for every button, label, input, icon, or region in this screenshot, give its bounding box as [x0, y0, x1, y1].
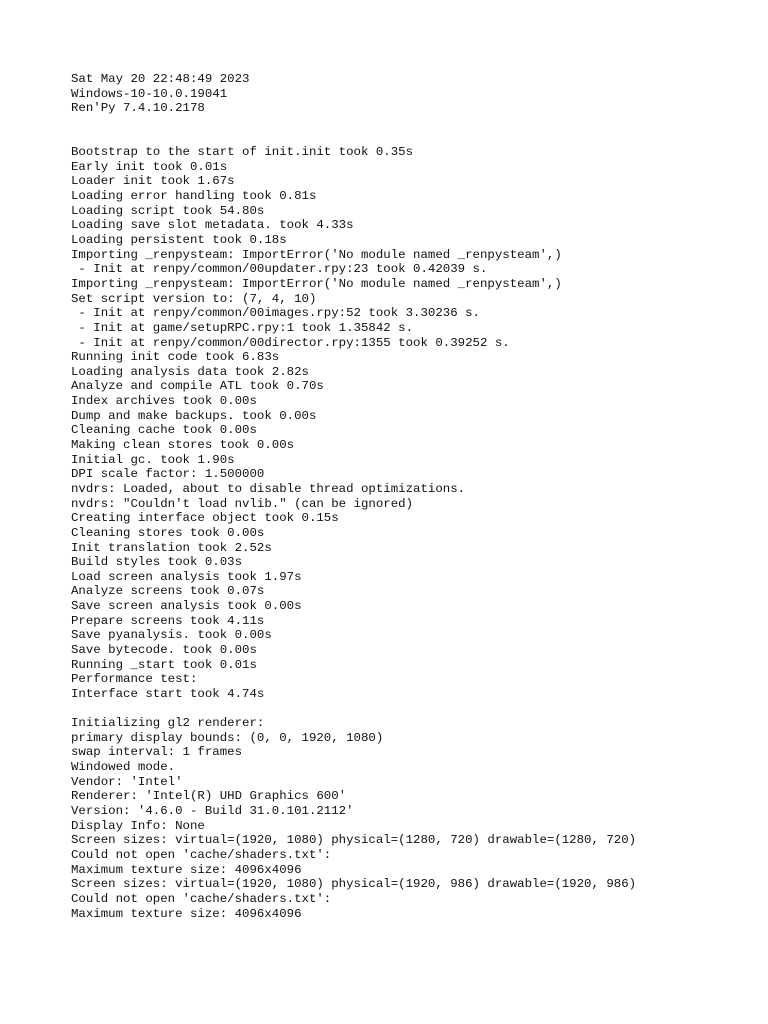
log-line: Set script version to: (7, 4, 10)	[71, 291, 317, 306]
log-line: Early init took 0.01s	[71, 159, 228, 174]
log-line: Index archives took 0.00s	[71, 394, 257, 409]
log-line: Save pyanalysis. took 0.00s	[71, 628, 272, 643]
log-line: Loading persistent took 0.18s	[71, 233, 287, 248]
log-line: Creating interface object took 0.15s	[71, 511, 339, 526]
log-line: Version: '4.6.0 - Build 31.0.101.2112'	[71, 804, 354, 819]
log-line: Analyze screens took 0.07s	[71, 584, 265, 599]
log-line: Loader init took 1.67s	[71, 174, 235, 189]
log-line: Initializing gl2 renderer:	[71, 716, 265, 731]
log-line: Dump and make backups. took 0.00s	[71, 408, 317, 423]
log-line: Analyze and compile ATL took 0.70s	[71, 379, 324, 394]
log-line: Interface start took 4.74s	[71, 686, 265, 701]
log-line	[71, 131, 751, 146]
log-line: Cleaning stores took 0.00s	[71, 525, 265, 540]
log-line: Running _start took 0.01s	[71, 657, 257, 672]
log-line: Maximum texture size: 4096x4096	[71, 906, 302, 921]
log-line: Cleaning cache took 0.00s	[71, 423, 257, 438]
log-line: nvdrs: "Couldn't load nvlib." (can be ignored)	[71, 496, 414, 511]
log-line: Screen sizes: virtual=(1920, 1080) physical=(1920, 986) drawable=(1920, 986)	[71, 877, 637, 892]
log-line: Init translation took 2.52s	[71, 540, 272, 555]
log-line: Save screen analysis took 0.00s	[71, 599, 302, 614]
log-line	[71, 116, 751, 131]
log-line: Vendor: 'Intel'	[71, 774, 183, 789]
log-line: swap interval: 1 frames	[71, 745, 243, 760]
log-line: Maximum texture size: 4096x4096	[71, 862, 302, 877]
log-line: Initial gc. took 1.90s	[71, 452, 235, 467]
log-line: Performance test:	[71, 672, 198, 687]
log-line: Loading script took 54.80s	[71, 203, 265, 218]
log-line: Screen sizes: virtual=(1920, 1080) physical=(1280, 720) drawable=(1280, 720)	[71, 833, 637, 848]
log-line: Build styles took 0.03s	[71, 555, 243, 570]
log-line: Making clean stores took 0.00s	[71, 438, 295, 453]
log-line: Ren'Py 7.4.10.2178	[71, 101, 205, 116]
log-document	[71, 72, 751, 921]
log-line: Could not open 'cache/shaders.txt':	[71, 891, 332, 906]
log-line: Loading save slot metadata. took 4.33s	[71, 218, 354, 233]
log-line: Load screen analysis took 1.97s	[71, 569, 302, 584]
log-line: Loading analysis data took 2.82s	[71, 364, 309, 379]
log-line: primary display bounds: (0, 0, 1920, 1080)	[71, 730, 384, 745]
log-line: Importing _renpysteam: ImportError('No module named _renpysteam',)	[71, 247, 562, 262]
log-line: - Init at renpy/common/00director.rpy:1355 took 0.39252 s.	[71, 335, 510, 350]
log-line: Windowed mode.	[71, 760, 176, 775]
log-line: - Init at game/setupRPC.rpy:1 took 1.35842 s.	[71, 320, 414, 335]
log-line: Could not open 'cache/shaders.txt':	[71, 847, 332, 862]
log-line: - Init at renpy/common/00images.rpy:52 took 3.30236 s.	[71, 306, 480, 321]
log-line: Prepare screens took 4.11s	[71, 613, 265, 628]
log-line: Save bytecode. took 0.00s	[71, 642, 257, 657]
log-line: Running init code took 6.83s	[71, 350, 280, 365]
log-line: Sat May 20 22:48:49 2023	[71, 72, 250, 86]
log-line	[71, 702, 751, 717]
log-line: nvdrs: Loaded, about to disable thread optimizations.	[71, 481, 466, 496]
log-line: Bootstrap to the start of init.init took 0.35s	[71, 145, 414, 160]
log-line: - Init at renpy/common/00updater.rpy:23 took 0.42039 s.	[71, 262, 488, 277]
log-line: Importing _renpysteam: ImportError('No module named _renpysteam',)	[71, 276, 562, 291]
log-line: Loading error handling took 0.81s	[71, 189, 317, 204]
log-line: Windows-10-10.0.19041	[71, 86, 228, 101]
log-line: Renderer: 'Intel(R) UHD Graphics 600'	[71, 789, 347, 804]
log-line: Display Info: None	[71, 818, 205, 833]
log-line: DPI scale factor: 1.500000	[71, 467, 265, 482]
